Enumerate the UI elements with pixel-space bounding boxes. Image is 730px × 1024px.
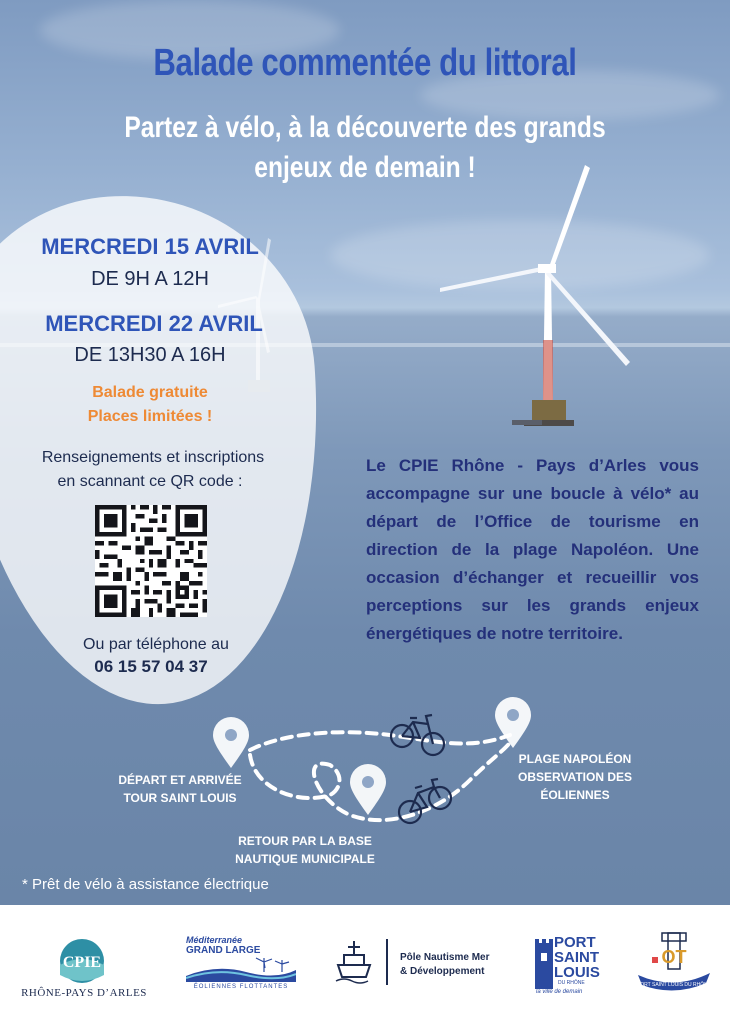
poster-subtitle: [66, 108, 665, 188]
partner-logos-footer: [0, 905, 730, 1024]
port-line-3: LOUIS: [554, 964, 600, 981]
base-pin-icon: [350, 764, 386, 815]
mgl-line-3: ÉOLIENNES FLOTTANTES: [193, 984, 289, 990]
tower-icon: [532, 937, 556, 991]
subtitle-line-1: Partez à vélo, à la découverte des grands: [124, 111, 606, 144]
main-wind-turbine: [440, 165, 630, 426]
route-beach-line-3: ÉOLIENNES: [540, 788, 610, 802]
port-line-2: SAINT: [554, 949, 599, 966]
wave-turbines-icon: [186, 956, 296, 982]
qr-code[interactable]: [95, 505, 207, 617]
cpie-emblem-icon: [14, 935, 154, 985]
session-1-hours: DE 9H A 12H: [91, 268, 209, 290]
poster-title: Balade commentée du littoral: [153, 42, 577, 84]
phone-intro: Ou par téléphone au: [83, 636, 229, 653]
pole-text: [400, 951, 489, 979]
mgl-line-1: Méditerranée: [186, 935, 243, 945]
subtitle-line-2: enjeux de demain !: [254, 151, 476, 184]
registration-line-1: Renseignements et inscriptions: [41, 449, 265, 466]
route-base-line-1: RETOUR PAR LA BASE: [238, 834, 372, 848]
cpie-name: RHÔNE-PAYS D’ARLES: [21, 987, 147, 999]
footnote: * Prêt de vélo à assistance électrique: [22, 876, 269, 893]
ot-name: PORT SAINT LOUIS DU RHÔNE: [636, 982, 712, 988]
route-start-line-2: TOUR SAINT LOUIS: [123, 791, 237, 805]
port-text: [554, 935, 600, 980]
bicycle-icon-top: [391, 715, 444, 755]
pole-line-1: Pôle Nautisme Mer: [400, 952, 490, 963]
route-base-label: [220, 832, 390, 868]
beach-pin-icon: [495, 697, 531, 748]
port-line-5: la ville de demain: [536, 989, 583, 995]
port-saint-louis-logo: [532, 935, 604, 999]
offer-line-2: Places limitées !: [87, 408, 213, 425]
route-beach-label: [500, 750, 650, 804]
pole-nautisme-logo: [330, 937, 502, 991]
start-pin-icon: [213, 717, 249, 768]
office-tourisme-logo: [632, 931, 716, 997]
route-base-line-2: NAUTIQUE MUNICIPALE: [235, 852, 375, 866]
offer-line-1: Balade gratuite: [92, 384, 208, 401]
route-beach-line-1: PLAGE NAPOLÉON: [518, 752, 632, 766]
ot-mark: OT: [661, 947, 687, 967]
cpie-mark: CPIE: [62, 954, 102, 971]
mgl-line-2: GRAND LARGE: [186, 945, 261, 956]
route-beach-line-2: OBSERVATION DES: [517, 770, 633, 784]
port-line-1: PORT: [554, 934, 596, 951]
registration-line-2: en scannant ce QR code :: [57, 473, 243, 490]
boat-house-icon: [330, 937, 378, 987]
event-description: Le CPIE Rhône - Pays d’Arles vous accompagne sur une boucle à vélo* au départ de l’Office de tourisme en direction de la plage Napoléon. Une occasion d’échanger et recueillir vos perceptions sur les grands enjeux énergétiques de notre territoire.: [366, 456, 699, 643]
route-start-line-1: DÉPART ET ARRIVÉE: [118, 773, 242, 787]
phone-number[interactable]: 06 15 57 04 37: [94, 657, 208, 676]
session-1-date: MERCREDI 15 AVRIL: [41, 234, 259, 259]
session-2-hours: DE 13H30 A 16H: [74, 344, 226, 366]
pole-line-2: & Développement: [400, 966, 485, 977]
pole-divider: [386, 939, 388, 985]
cpie-logo: [14, 935, 154, 1005]
route-start-label: [95, 771, 265, 807]
ot-emblem-icon: [632, 931, 716, 997]
session-2-date: MERCREDI 22 AVRIL: [45, 311, 263, 336]
port-line-4: DU RHÔNE: [558, 980, 585, 986]
mediterranee-grand-large-logo: [186, 935, 296, 995]
